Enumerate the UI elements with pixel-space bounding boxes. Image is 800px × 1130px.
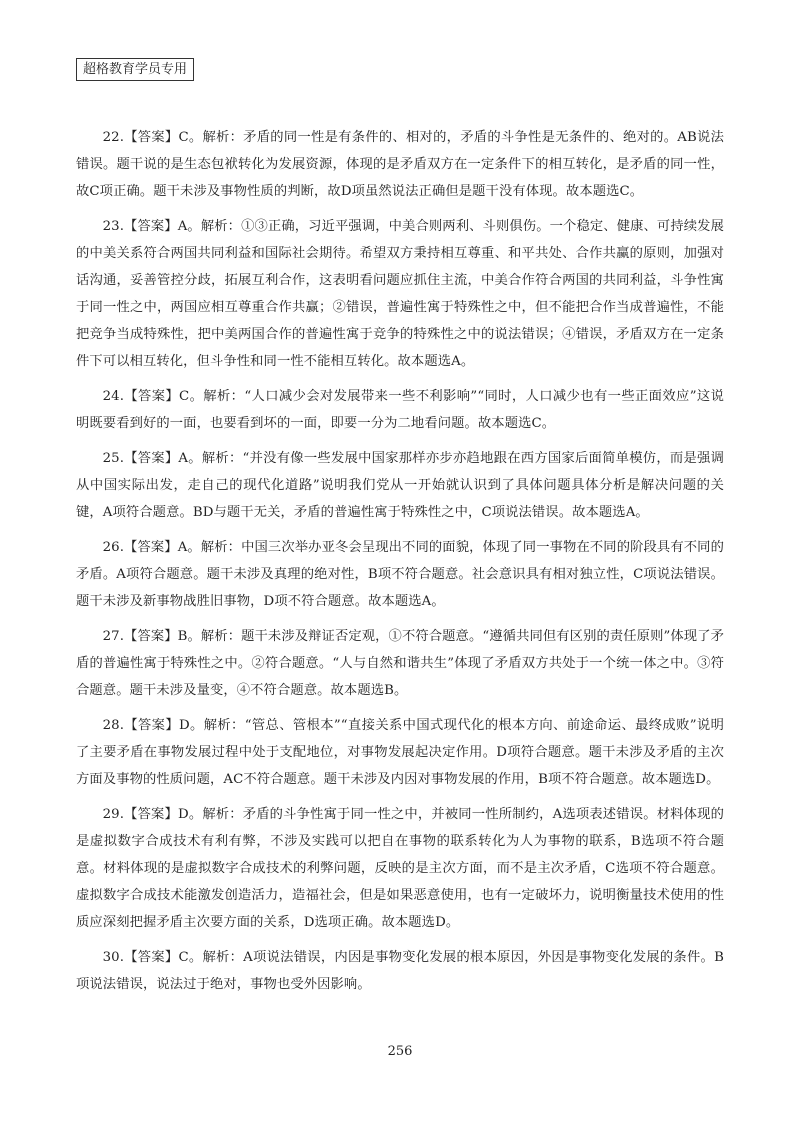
answer-24: 24.【答案】C。解析：“人口减少会对发展带来一些不利影响”“同时，人口减少也有一些正面效应”这说明既要看到好的一面，也要看到坏的一面，即要一分为二地看问题。故本题选C。	[76, 389, 724, 431]
answer-27: 27.【答案】B。解析：题干未涉及辩证否定观，①不符合题意。“遵循共同但有区别的责任原则”体现了矛盾的普遍性寓于特殊性之中。②符合题意。“人与自然和谐共生”体现了矛盾双方共处于一个统一体之中。③符合题意。题干未涉及量变，④不符合题意。故本题选B。	[76, 629, 724, 698]
answer-23: 23.【答案】A。解析：①③正确，习近平强调，中美合则两利、斗则俱伤。一个稳定、健康、可持续发展的中美关系符合两国共同利益和国际社会期待。希望双方秉持相互尊重、和平共处、合作共赢的原则，加强对话沟通，妥善管控分歧，拓展互利合作，这表明看问题应抓住主流，中美合作符合两国的共同利益，斗争性寓于同一性之中，两国应相互尊重合作共赢；②错误，普遍性寓于特殊性之中，但不能把合作当成普遍性，不能把竞争当成特殊性，把中美两国合作的普遍性寓于竞争的特殊性之中的说法错误；④错误，矛盾双方在一定条件下可以相互转化，但斗争性和同一性不能相互转化。故本题选A。	[76, 219, 724, 369]
answer-29: 29.【答案】D。解析：矛盾的斗争性寓于同一性之中，并被同一性所制约，A选项表述错误。材料体现的是虚拟数字合成技术有利有弊，不涉及实践可以把自在事物的联系转化为人为事物的联系，B选项不符合题意。材料体现的是虚拟数字合成技术的利弊问题，反映的是主次方面，而不是主次矛盾，C选项不符合题意。虚拟数字合成技术能激发创造活力，造福社会，但是如果恶意使用，也有一定破坏力，说明衡量技术使用的性质应深刻把握矛盾主次要方面的关系，D选项正确。故本题选D。	[76, 807, 724, 930]
page-number: 256	[387, 1044, 413, 1059]
answer-26: 26.【答案】A。解析：中国三次举办亚冬会呈现出不同的面貌，体现了同一事物在不同的阶段具有不同的矛盾。A项符合题意。题干未涉及真理的绝对性，B项不符合题意。社会意识具有相对独立性，C项说法错误。题干未涉及新事物战胜旧事物，D项不符合题意。故本题选A。	[76, 540, 724, 609]
answer-30: 30.【答案】C。解析：A项说法错误，内因是事物变化发展的根本原因，外因是事物变化发展的条件。B项说法错误，说法过于绝对，事物也受外因影响。	[76, 950, 724, 992]
answer-list	[76, 124, 724, 1006]
answer-22: 22.【答案】C。解析：矛盾的同一性是有条件的、相对的，矛盾的斗争性是无条件的、绝对的。AB说法错误。题干说的是生态包袱转化为发展资源，体现的是矛盾双方在一定条件下的相互转化，是矛盾的同一性，故C项正确。题干未涉及事物性质的判断，故D项虽然说法正确但是题干没有体现。故本题选C。	[76, 130, 724, 199]
header-label: 超格教育学员专用	[76, 58, 194, 81]
answer-28: 28.【答案】D。解析：“管总、管根本”“直接关系中国式现代化的根本方向、前途命运、最终成败”说明了主要矛盾在事物发展过程中处于支配地位，对事物发展起决定作用。D项符合题意。题干未涉及矛盾的主次方面及事物的性质问题，AC不符合题意。题干未涉及内因对事物发展的作用，B项不符合题意。故本题选D。	[76, 718, 724, 787]
answer-25: 25.【答案】A。解析：“并没有像一些发展中国家那样亦步亦趋地跟在西方国家后面简单模仿，而是强调从中国实际出发，走自己的现代化道路”说明我们党从一开始就认识到了具体问题具体分析是解决问题的关键，A项符合题意。BD与题干无关，矛盾的普遍性寓于特殊性之中，C项说法错误。故本题选A。	[76, 451, 724, 520]
